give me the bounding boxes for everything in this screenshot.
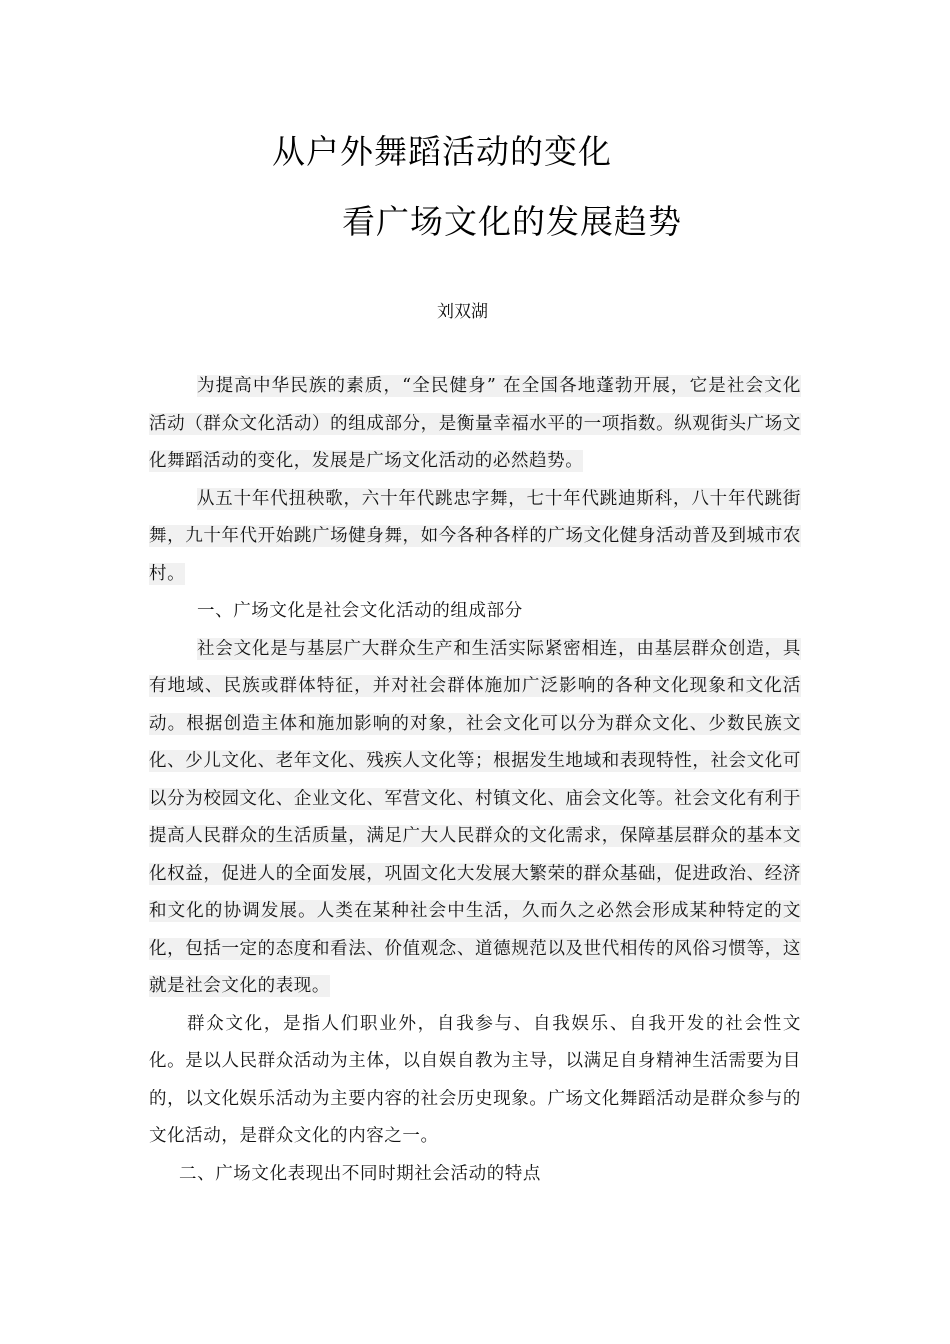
- paragraph-history: [149, 481, 801, 594]
- section-heading-2: 二、广场文化表现出不同时期社会活动的特点: [179, 1163, 541, 1184]
- document-author: 刘双湖: [437, 302, 488, 322]
- paragraph-social-culture-text: 社会文化是与基层广大群众生产和生活实际紧密相连，由基层群众创造，具有地域、民族或群体特征，并对社会群体施加广泛影响的各种文化现象和文化活动。根据创造主体和施加影响的对象，社会文化可以分为群众文化、少数民族文化、少儿文化、老年文化、残疾人文化等；根据发生地域和表现特性，社会文化可以分为校园文化、企业文化、军营文化、村镇文化、庙会文化等。社会文化有利于提高人民群众的生活质量，满足广大人民群众的文化需求，保障基层群众的基本文化权益，促进人的全面发展，巩固文化大发展大繁荣的群众基础，促进政治、经济和文化的协调发展。人类在某种社会中生活，久而久之必然会形成某种特定的文化，包括一定的态度和看法、价值观念、道德规范以及世代相传的风俗习惯等，这就是社会文化的表现。: [149, 638, 801, 996]
- paragraph-social-culture: [149, 631, 801, 1006]
- paragraph-intro: [149, 368, 801, 481]
- document-body: [149, 368, 801, 1193]
- document-title-line-1: 从户外舞蹈活动的变化: [272, 132, 612, 171]
- document-title-line-2: 看广场文化的发展趋势: [342, 202, 682, 241]
- section-heading-1: 一、广场文化是社会文化活动的组成部分: [197, 601, 523, 621]
- paragraph-mass-culture: 群众文化，是指人们职业外，自我参与、自我娱乐、自我开发的社会性文化。是以人民群众活动为主体，以自娱自教为主导，以满足自身精神生活需要为目的，以文化娱乐活动为主要内容的社会历史现象。广场文化舞蹈活动是群众参与的文化活动，是群众文化的内容之一。: [149, 1013, 801, 1146]
- paragraph-intro-text: 为提高中华民族的素质，“全民健身” 在全国各地蓬勃开展，它是社会文化活动（群众文化活动）的组成部分，是衡量幸福水平的一项指数。纵观街头广场文化舞蹈活动的变化，发展是广场文化活动的必然趋势。: [149, 376, 801, 471]
- paragraph-history-text: 从五十年代扭秧歌，六十年代跳忠字舞，七十年代跳迪斯科，八十年代跳街舞，九十年代开始跳广场健身舞，如今各种各样的广场文化健身活动普及到城市农村。: [149, 488, 801, 584]
